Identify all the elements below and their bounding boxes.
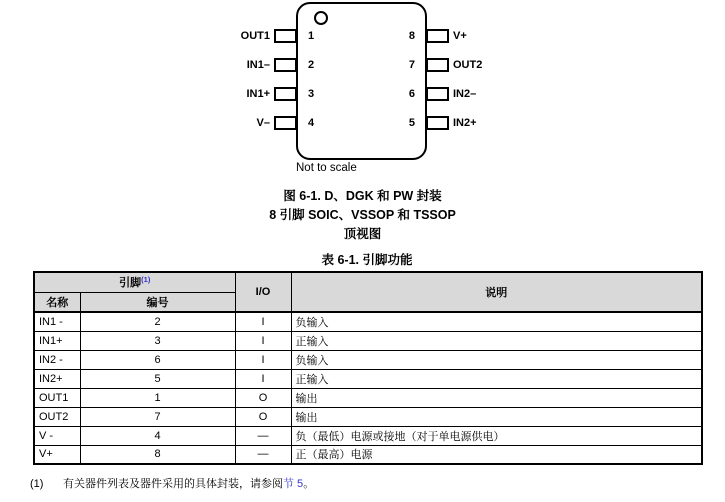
figure-caption-line1: 图 6-1. D、DGK 和 PW 封装 [283,189,442,203]
header-pin-group-label: 引脚 [119,277,142,290]
not-to-scale-note: Not to scale [296,162,357,174]
pin-label-out1: OUT1 [240,30,270,42]
cell-number: 6 [80,350,235,369]
cell-io: O [235,388,291,407]
table-row [34,426,702,445]
table-row [34,369,702,388]
pin-label-out2: OUT2 [453,59,483,71]
cell-description: 输出 [291,388,702,407]
header-name: 名称 [34,292,80,312]
cell-io: I [235,312,291,331]
pin-label-vpos: V+ [453,30,467,42]
cell-number: 1 [80,388,235,407]
figure-caption [0,187,725,244]
header-description: 说明 [291,272,702,312]
cell-io: I [235,369,291,388]
cell-io: — [235,445,291,464]
header-footnote-link[interactable]: (1) [141,275,151,285]
footnote [30,475,314,491]
table-row [34,407,702,426]
figure-caption-line3: 顶视图 [343,227,382,241]
cell-name: IN1 - [34,312,80,331]
footnote-marker: (1) [30,478,44,490]
footnote-suffix: 。 [303,478,315,490]
cell-number: 5 [80,369,235,388]
pin-number-7: 7 [408,59,415,71]
pin-number-8: 8 [408,30,415,42]
cell-number: 8 [80,445,235,464]
pin-label-in1p: IN1+ [246,88,270,100]
cell-io: O [235,407,291,426]
cell-description: 正输入 [291,369,702,388]
pin-stub-5 [426,116,449,130]
pin-stub-2 [274,58,297,72]
table-row [34,350,702,369]
table-caption: 表 6-1. 引脚功能 [321,253,413,267]
cell-name: IN2 - [34,350,80,369]
pin1-indicator-icon [314,11,328,25]
cell-name: OUT1 [34,388,80,407]
cell-description: 正（最高）电源 [291,445,702,464]
cell-number: 2 [80,312,235,331]
pin-stub-4 [274,116,297,130]
cell-name: IN2+ [34,369,80,388]
footnote-section-link[interactable]: 节 5 [283,478,304,490]
cell-io: I [235,350,291,369]
cell-name: V+ [34,445,80,464]
header-pin-group [34,272,235,292]
pin-stub-8 [426,29,449,43]
table-row [34,331,702,350]
pin-label-in2p: IN2+ [453,117,477,129]
pin-number-6: 6 [408,88,415,100]
cell-name: IN1+ [34,331,80,350]
pin-label-in1n: IN1– [246,59,270,71]
cell-io: — [235,426,291,445]
ic-package-outline [296,2,427,160]
cell-io: I [235,331,291,350]
table-row [34,388,702,407]
pin-number-5: 5 [408,117,415,129]
pin-stub-1 [274,29,297,43]
cell-description: 正输入 [291,331,702,350]
pin-stub-7 [426,58,449,72]
header-number: 编号 [80,292,235,312]
table-row [34,312,702,331]
pin-number-4: 4 [308,117,315,129]
table-row [34,445,702,464]
pin-number-2: 2 [308,59,315,71]
cell-number: 7 [80,407,235,426]
cell-description: 负输入 [291,312,702,331]
pin-stub-3 [274,87,297,101]
pin-number-1: 1 [308,30,315,42]
cell-number: 3 [80,331,235,350]
cell-name: OUT2 [34,407,80,426]
pin-function-table [33,271,703,465]
cell-number: 4 [80,426,235,445]
cell-description: 输出 [291,407,702,426]
figure-caption-line2: 8 引脚 SOIC、VSSOP 和 TSSOP [269,208,456,222]
header-io: I/O [235,272,291,312]
pin-label-in2n: IN2– [453,88,477,100]
cell-description: 负输入 [291,350,702,369]
pin-stub-6 [426,87,449,101]
cell-description: 负（最低）电源或接地（对于单电源供电） [291,426,702,445]
pin-label-vneg: V– [256,117,270,129]
footnote-text: 有关器件列表及器件采用的具体封装，请参阅 [63,478,283,490]
pin-number-3: 3 [308,88,315,100]
cell-name: V - [34,426,80,445]
